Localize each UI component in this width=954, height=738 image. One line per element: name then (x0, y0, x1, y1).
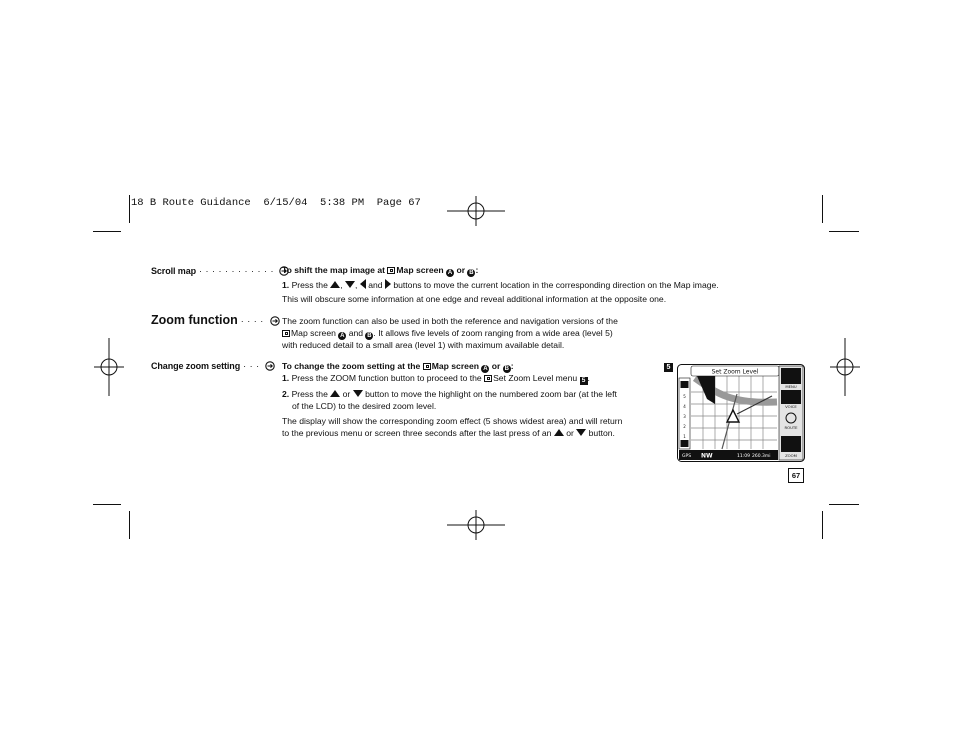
change-zoom-step2: 2. Press the or button to move the highlight on the numbered zoom bar (at the left (282, 389, 617, 399)
scroll-map-section (282, 265, 762, 305)
map-screen-icon (387, 267, 395, 274)
figure-number: 5 (664, 363, 673, 372)
lcd-gps-status: GPS (682, 454, 692, 459)
lcd-distance: 260.3mi (752, 454, 771, 459)
lcd-route-button: ROUTE (784, 425, 798, 430)
left-arrow-icon (360, 279, 366, 289)
badge-b: B (469, 270, 474, 276)
change-zoom-note2: to the previous menu or screen three seconds after the last press of an or button. (282, 427, 615, 438)
zoom-level: 2 (683, 424, 686, 429)
up-arrow-icon (330, 390, 340, 397)
lcd-title: Set Zoom Level (711, 368, 759, 376)
print-slug: 18 B Route Guidance 6/15/04 5:38 PM Page 67 (131, 197, 421, 209)
zoom-function-line3: with reduced detail to a small area (level 1) with maximum available detail. (282, 339, 565, 350)
change-zoom-step2-cont: of the LCD) to the desired zoom level. (292, 400, 437, 411)
lcd-screen (677, 364, 805, 462)
badge-b: B (367, 332, 372, 339)
badge-a: A (447, 270, 453, 276)
change-zoom-label: Change zoom setting · · · (151, 361, 275, 371)
change-zoom-section (282, 361, 637, 439)
arrow-circle-icon (270, 316, 280, 326)
right-arrow-icon (385, 279, 391, 289)
zoom-function-line2: Map screen A and B . It allows five levels of zoom ranging from a wide area (level 5) (282, 328, 652, 340)
lcd-time: 11:09 (737, 454, 750, 459)
badge-a: A (483, 366, 488, 372)
change-zoom-step1: 1. Press the ZOOM function button to proceed to the Set Zoom Level menu 5 . (282, 373, 590, 384)
zoom-function-line1: The zoom function can also be used in both the reference and navigation versions of the (282, 316, 618, 326)
down-arrow-icon (576, 429, 586, 436)
change-zoom-note1: The display will show the corresponding zoom effect (5 shows widest area) and will return (282, 416, 623, 427)
scroll-map-label: Scroll map · · · · · · · · · · · · (151, 266, 289, 276)
zoom-level: 3 (683, 414, 686, 419)
change-zoom-heading: To change the zoom setting at the Map screen A or B : (282, 361, 514, 372)
up-arrow-icon (554, 429, 564, 436)
badge-a: A (340, 332, 345, 339)
lcd-voice-button: VOICE (785, 404, 797, 409)
map-screen-icon (282, 330, 290, 337)
scroll-map-heading: To shift the map image at Map screen A or B : (282, 265, 479, 276)
badge-b: B (504, 366, 509, 372)
scroll-map-note: This will obscure some information at one edge and reveal additional information at the opposite one. (282, 293, 667, 304)
map-screen-icon (484, 375, 492, 382)
zoom-level: 5 (683, 394, 686, 399)
arrow-circle-icon (265, 361, 275, 371)
lcd-zoom-button: ZOOM (785, 453, 797, 458)
zoom-level: 4 (683, 404, 686, 409)
zoom-function-label: Zoom function · · · · (151, 313, 280, 327)
map-screen-icon (423, 363, 431, 370)
scroll-map-step1: 1. Press the , , and buttons to move the current location in the corresponding direction on the Map image. (282, 280, 719, 290)
page-number: 67 (788, 468, 804, 483)
down-arrow-icon (345, 281, 355, 288)
lcd-heading: NW (701, 452, 713, 460)
zoom-level: 1 (683, 434, 686, 439)
lcd-menu-button: MENU (785, 384, 797, 389)
up-arrow-icon (330, 281, 340, 288)
down-arrow-icon (353, 390, 363, 397)
figure-5-badge: 5 (580, 377, 588, 385)
zoom-function-section (282, 316, 652, 351)
